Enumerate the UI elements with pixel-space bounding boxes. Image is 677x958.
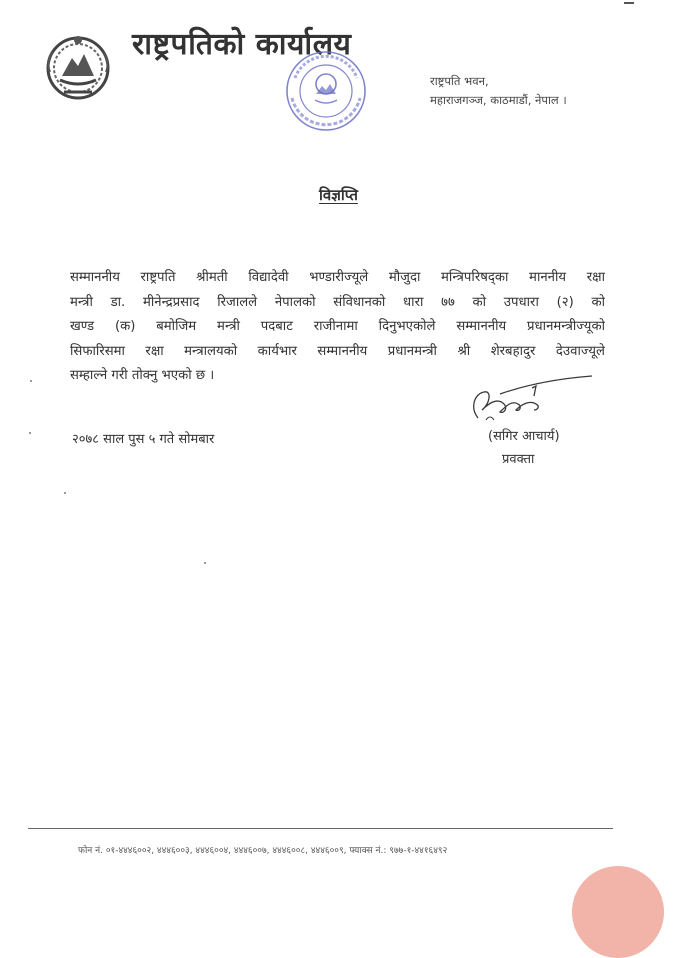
address-line-1: राष्ट्रपति भवन,: [430, 74, 489, 88]
signatory-name: (सगिर आचार्य): [488, 429, 560, 444]
corner-mark: [572, 866, 664, 958]
footer-divider: [28, 828, 613, 829]
scan-speck: [30, 380, 32, 382]
address-line-2: महाराजगञ्ज, काठमाडौं, नेपाल ।: [430, 93, 567, 107]
signatory-title: प्रवक्ता: [502, 452, 535, 467]
body-line: मन्त्री डा. मीनेन्द्रप्रसाद रिजालले नेपालको संविधानको धारा ७७ को उपधारा (२) को: [70, 294, 605, 310]
signature-icon: [460, 370, 600, 430]
official-stamp-icon: [283, 48, 369, 134]
footer-contact: फोन नं. ०१-४४४६००२, ४४४६००३, ४४४६००४, ४४४६००७, ४४४६००८, ४४४६००९, फ्याक्स नं.: ९७७-१-४४१६४९२: [78, 846, 448, 856]
body-line: सम्हाल्ने गरी तोक्नु भएको छ ।: [70, 368, 215, 383]
body-line: सम्माननीय राष्ट्रपति श्रीमती विद्यादेवी भण्डारीज्यूले मौजुदा मन्त्रिपरिषद्का माननीय रक्षा: [70, 270, 605, 285]
body-line: खण्ड (क) बमोजिम मन्त्री पदबाट राजीनामा दिनुभएकोले सम्माननीय प्रधानमन्त्रीज्यूको: [70, 319, 605, 334]
scan-speck: [64, 492, 66, 494]
office-name: राष्ट्रपतिको कार्यालय: [132, 27, 352, 62]
page-edge-mark: [624, 2, 634, 4]
body-line: सिफारिसमा रक्षा मन्त्रालयको कार्यभार सम्माननीय प्रधानमन्त्री श्री शेरबहादुर देउवाज्यूले: [70, 343, 605, 359]
notice-title-text: विज्ञप्ति: [319, 186, 358, 204]
scan-speck: [29, 432, 31, 434]
office-address: [430, 72, 567, 110]
notice-title: [0, 185, 677, 205]
notice-date: २०७८ साल पुस ५ गते सोमबार: [72, 432, 215, 447]
national-emblem-icon: [40, 32, 116, 102]
scan-speck: [204, 562, 206, 564]
